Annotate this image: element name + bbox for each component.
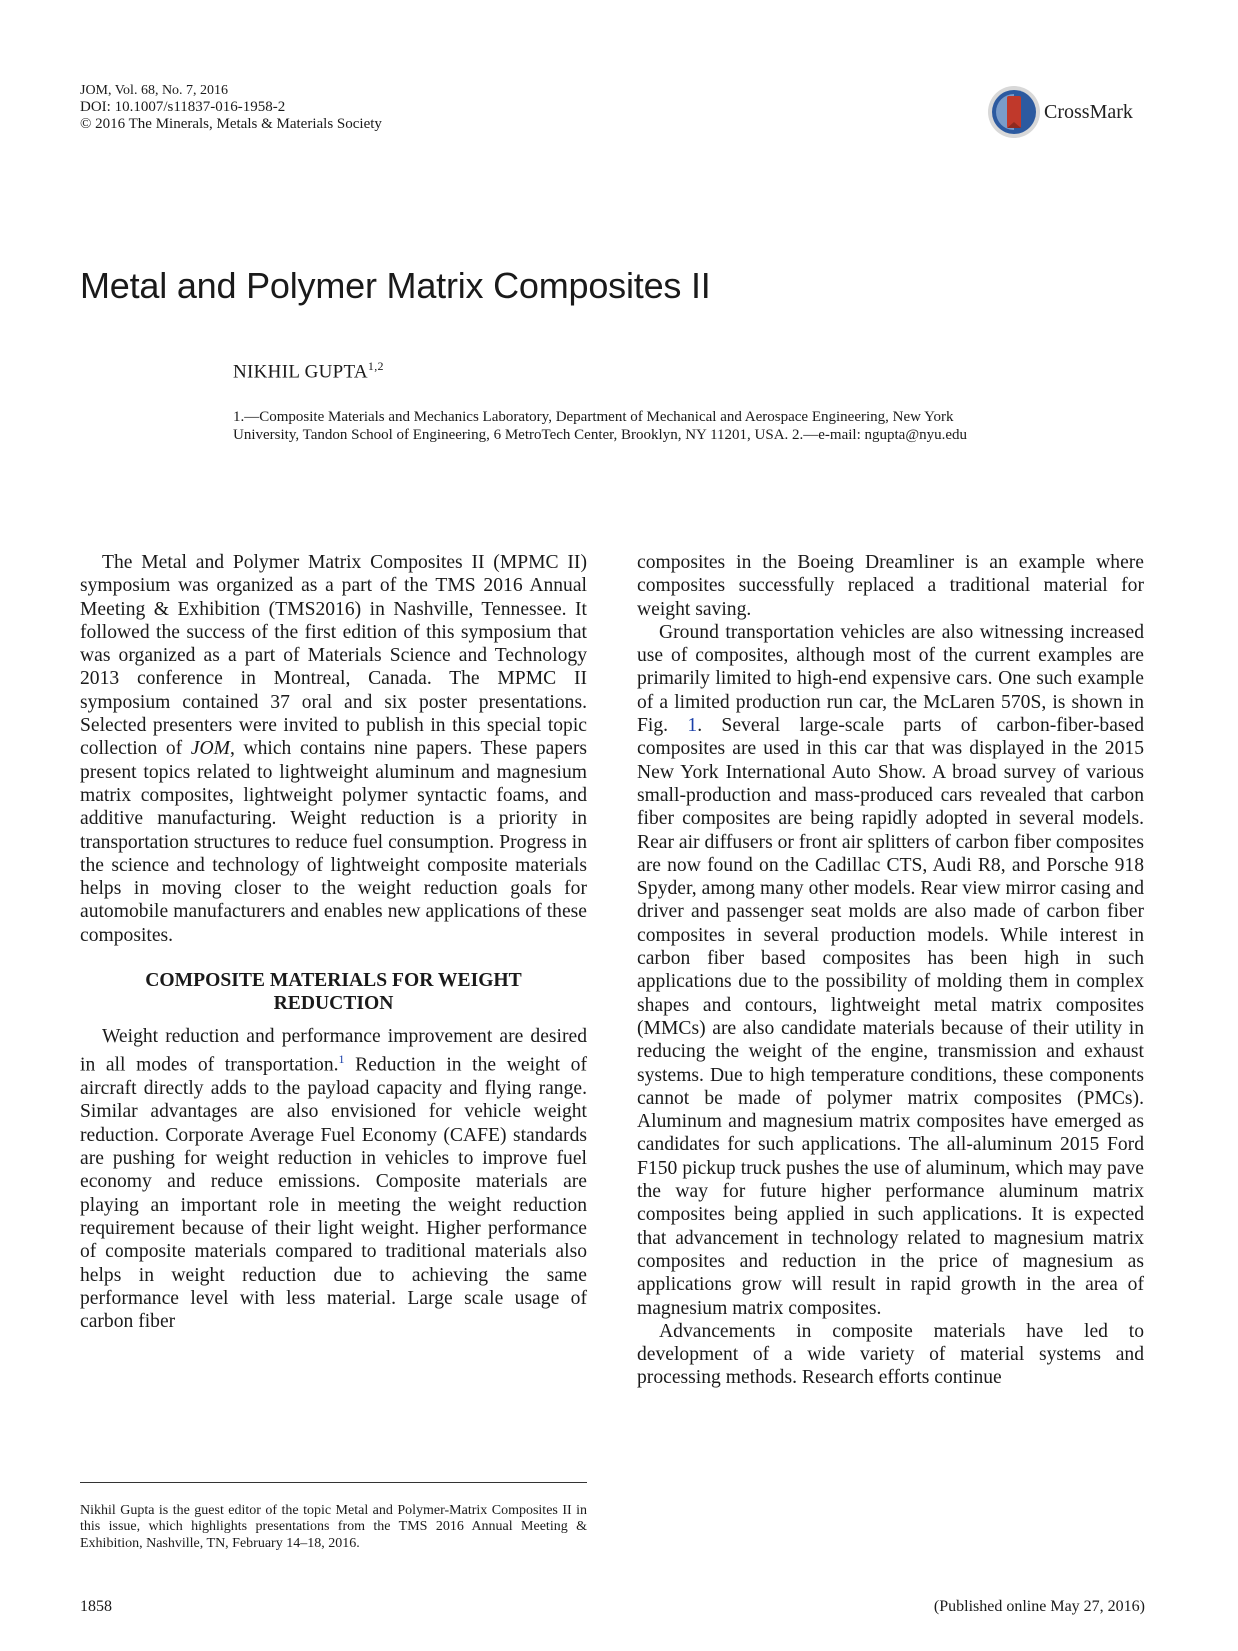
footnote-divider — [80, 1482, 587, 1483]
published-date: (Published online May 27, 2016) — [933, 1598, 1145, 1615]
article-metadata — [80, 82, 382, 133]
author-name: NIKHIL GUPTA — [233, 361, 368, 383]
author-affiliation-marks: 1,2 — [367, 359, 384, 373]
journal-name: JOM — [190, 738, 230, 760]
section-paragraph: Weight reduction and performance improvement are desired in all modes of transportation.$^1$ Reduction in the weight of aircraft directly adds to the payload capacity and flying range. Similar advantages are also envisioned for vehicle weight reduction. Corporate Average Fuel Economy (CAFE) standards are pushing for weight reduction in vehicles to improve fuel economy and reduce emissions. Composite materials are playing an important role in meeting the weight reduction requirement because of their light weight. Higher performance of composite materials compared to traditional materials also helps in weight reduction due to achieving the same performance level with less material. Large scale usage of carbon fiber — [80, 1026, 588, 1333]
crossmark-badge[interactable] — [986, 84, 1133, 140]
reference-link-1[interactable]: 1 — [338, 1052, 345, 1067]
journal-citation: JOM, Vol. 68, No. 7, 2016 — [80, 83, 229, 98]
footnote: Nikhil Gupta is the guest editor of the topic Metal and Polymer-Matrix Composites II in this issue, which highlights presentations from the TMS 2016 Annual Meeting & Exhibition, Nashville, TN, February 14–18, 2016. — [80, 1503, 587, 1551]
right-column — [637, 551, 1144, 1390]
crossmark-icon — [986, 84, 1042, 140]
copyright: © 2016 The Minerals, Metals & Materials Society — [80, 116, 382, 132]
author — [233, 359, 384, 383]
page-number: 1858 — [80, 1598, 112, 1615]
doi: DOI: 10.1007/s11837-016-1958-2 — [80, 99, 286, 115]
intro-paragraph: The Metal and Polymer Matrix Composites II (MPMC II) symposium was organized as a part of the TMS 2016 Annual Meeting & Exhibition (TMS2016) in Nashville, Tennessee. It followed the success of the first edition of this symposium that was organized as a part of Materials Science and Technology 2013 conference in Montreal, Canada. The MPMC II symposium contained 37 oral and six poster presentations. Selected presenters were invited to publish in this special topic collection of JOM, which contains nine papers. These papers present topics related to lightweight aluminum and magnesium matrix composites, lightweight polymer syntactic foams, and additive manufacturing. Weight reduction is a priority in transportation structures to reduce fuel consumption. Progress in the science and technology of lightweight composite materials helps in moving closer to the weight reduction goals for automobile manufacturers and enables new applications of these composites. — [80, 552, 588, 946]
ground-transport-paragraph: Ground transportation vehicles are also witnessing increased use of composites, although most of the current examples are primarily limited to high-end expensive cars. One such example of a limited production run car, the McLaren 570S, is shown in Fig. 1. Several large-scale parts of carbon-fiber-based composites are used in this car that was displayed in the 2015 New York International Auto Show. A broad survey of various small-production and mass-produced cars revealed that carbon fiber composites are being rapidly adopted in several models. Rear air diffusers or front air splitters of carbon fiber composites are now found on the Cadillac CTS, Audi R8, and Porsche 918 Spyder, among many other models. Rear view mirror casing and driver and passenger seat molds are also made of carbon fiber composites in several production models. While interest in carbon fiber based composites has been high in such applications due to the possibility of molding them in complex shapes and contours, lightweight metal matrix composites (MMCs) are also candidate materials because of their utility in reducing the weight of the engine, transmission and exhaust systems. Due to high temperature conditions, these components cannot be made of polymer matrix composites (PMCs). Aluminum and magnesium matrix composites have emerged as candidates for such applications. The all-aluminum 2015 Ford F150 pickup truck pushes the use of aluminum, which may pave the way for future higher performance aluminum matrix composites being applied in such applications. It is expected that advancement in technology related to magnesium matrix composites and reduction in the price of magnesium as applications grow will result in rapid growth in the area of magnesium matrix composites. — [637, 621, 1145, 1319]
section-heading: COMPOSITE MATERIALS FOR WEIGHT REDUCTION — [145, 970, 522, 1015]
advancements-paragraph: Advancements in composite materials have led to development of a wide variety of material systems and processing methods. Research efforts continue — [637, 1320, 1144, 1389]
continued-paragraph: composites in the Boeing Dreamliner is an example where composites successfully replaced a traditional material for weight saving. — [637, 552, 1144, 620]
crossmark-label: CrossMark — [1044, 100, 1133, 123]
figure-link-1[interactable]: 1 — [687, 715, 698, 737]
article-title: Metal and Polymer Matrix Composites II — [80, 265, 711, 306]
left-column — [80, 551, 587, 1333]
affiliation: 1.—Composite Materials and Mechanics Laboratory, Department of Mechanical and Aerospace Engineering, New York University, Tandon School of Engineering, 6 MetroTech Center, Brooklyn, NY 11201, USA. 2.—e-mail: ngupta@nyu.edu — [233, 409, 968, 443]
